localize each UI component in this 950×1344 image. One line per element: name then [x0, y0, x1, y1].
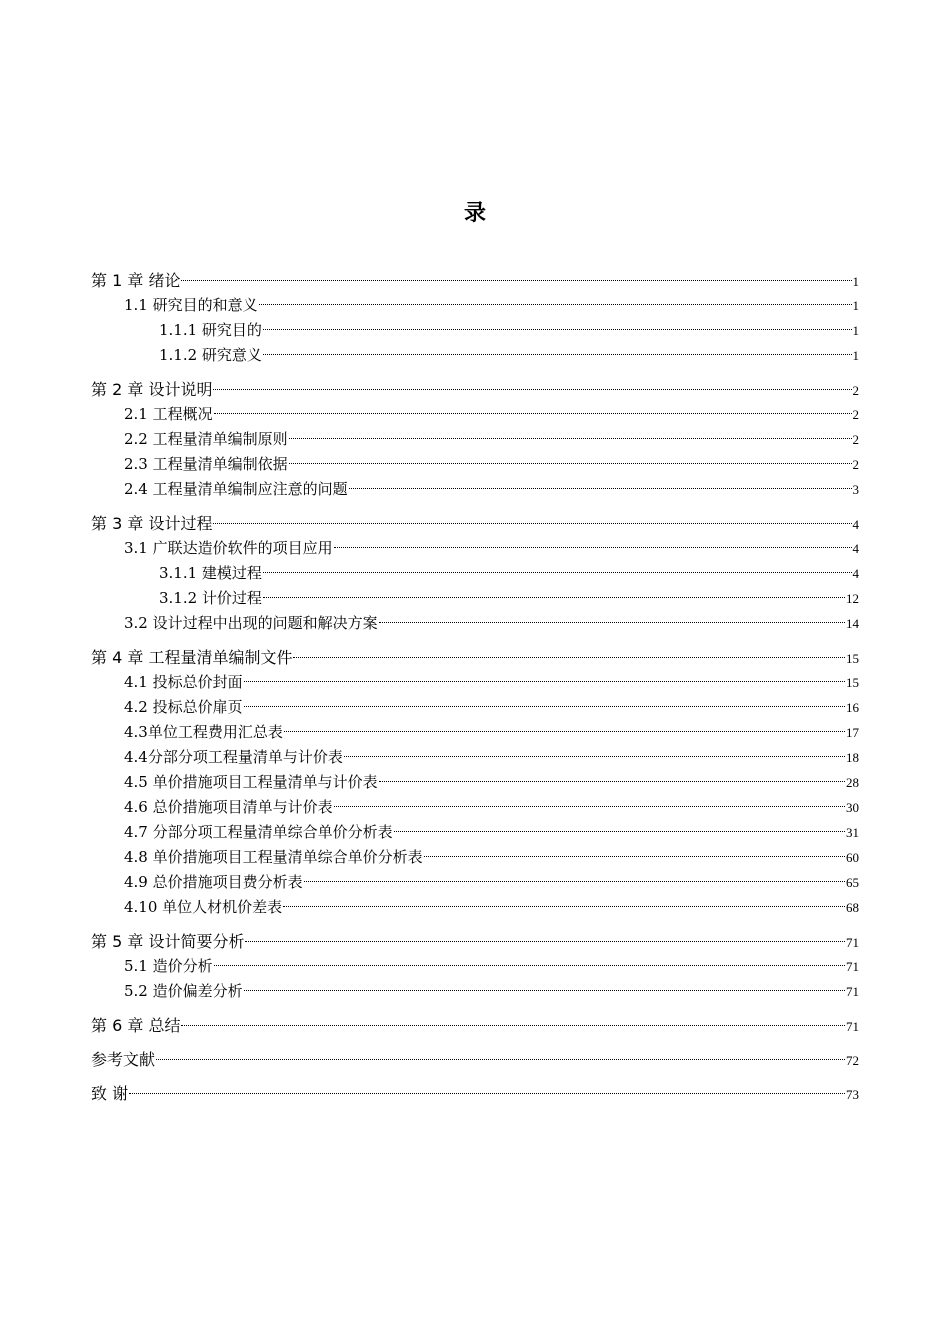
toc-dot-leader	[263, 597, 845, 598]
toc-page-number: 4	[852, 541, 859, 556]
toc-dot-leader	[245, 941, 845, 942]
toc-chapter-entry[interactable]	[91, 1081, 859, 1106]
toc-page-number: 72	[846, 1053, 859, 1068]
toc-section-entry[interactable]	[91, 795, 859, 820]
toc-entry-label: 2.4 工程量清单编制应注意的问题	[124, 480, 348, 498]
toc-dot-leader	[263, 572, 852, 573]
toc-section-entry[interactable]	[91, 427, 859, 452]
toc-dot-leader	[213, 523, 851, 524]
toc-dot-leader	[289, 438, 852, 439]
toc-subsection-entry[interactable]	[91, 343, 859, 368]
toc-page-number: 30	[846, 800, 859, 815]
toc-section-entry[interactable]	[91, 293, 859, 318]
toc-page-number: 1	[852, 348, 859, 363]
toc-subsection-entry[interactable]	[91, 561, 859, 586]
toc-section-entry[interactable]	[91, 770, 859, 795]
toc-section-entry[interactable]	[91, 477, 859, 502]
toc-chapter-entry[interactable]	[91, 1013, 859, 1038]
toc-entry-label: 致 谢	[91, 1084, 129, 1103]
toc-page-number: 71	[846, 959, 859, 974]
toc-section-entry[interactable]	[91, 536, 859, 561]
toc-chapter-entry[interactable]	[91, 1047, 859, 1072]
toc-dot-leader	[394, 831, 845, 832]
toc-section-entry[interactable]	[91, 611, 859, 636]
toc-subsection-entry[interactable]	[91, 318, 859, 343]
toc-page-number: 16	[846, 700, 859, 715]
toc-entry-label: 3.1.1 建模过程	[159, 564, 262, 582]
toc-dot-leader	[344, 756, 845, 757]
toc-dot-leader	[289, 463, 852, 464]
toc-dot-leader	[244, 681, 845, 682]
toc-dot-leader	[263, 329, 852, 330]
toc-chapter-entry[interactable]	[91, 929, 859, 954]
toc-page-number: 18	[846, 750, 859, 765]
toc-dot-leader	[214, 965, 845, 966]
toc-entry-label: 5.2 造价偏差分析	[124, 982, 243, 1000]
toc-page-number: 17	[846, 725, 859, 740]
toc-dot-leader	[181, 280, 851, 281]
toc-entry-label: 第 1 章 绪论	[91, 271, 181, 290]
toc-entry-label: 2.2 工程量清单编制原则	[124, 430, 288, 448]
toc-chapter-entry[interactable]	[91, 645, 859, 670]
toc-dot-leader	[304, 881, 845, 882]
toc-entry-label: 4.6 总价措施项目清单与计价表	[124, 798, 333, 816]
toc-page-number: 73	[846, 1087, 859, 1102]
page-title: 录	[463, 201, 486, 226]
toc-entry-label: 3.1 广联达造价软件的项目应用	[124, 539, 333, 557]
toc-entry-label: 5.1 造价分析	[124, 957, 213, 975]
toc-entry-label: 4.1 投标总价封面	[124, 673, 243, 691]
toc-entry-label: 1.1.2 研究意义	[159, 346, 262, 364]
toc-section-entry[interactable]	[91, 745, 859, 770]
toc-page-number: 60	[846, 850, 859, 865]
toc-chapter-entry[interactable]	[91, 268, 859, 293]
toc-dot-leader	[181, 1025, 845, 1026]
toc-page-number: 3	[852, 482, 859, 497]
toc-dot-leader	[263, 354, 852, 355]
toc-entry-label: 3.2 设计过程中出现的问题和解决方案	[124, 614, 378, 632]
toc-page-number: 68	[846, 900, 859, 915]
toc-page-number: 1	[852, 274, 859, 289]
toc-dot-leader	[214, 413, 852, 414]
toc-section-entry[interactable]	[91, 695, 859, 720]
toc-page-number: 4	[852, 517, 859, 532]
toc-page-number: 1	[852, 323, 859, 338]
toc-dot-leader	[156, 1059, 845, 1060]
toc-entry-label: 4.5 单价措施项目工程量清单与计价表	[124, 773, 378, 791]
toc-entry-label: 第 2 章 设计说明	[91, 380, 213, 399]
toc-page-number: 71	[846, 1019, 859, 1034]
toc-dot-leader	[213, 389, 851, 390]
toc-entry-label: 参考文献	[91, 1050, 156, 1069]
table-of-contents	[91, 268, 859, 1106]
toc-page-number: 1	[852, 298, 859, 313]
toc-dot-leader	[259, 304, 852, 305]
toc-entry-label: 第 3 章 设计过程	[91, 514, 213, 533]
toc-page-number: 12	[846, 591, 859, 606]
toc-page-number: 15	[846, 675, 859, 690]
toc-entry-label: 4.4分部分项工程量清单与计价表	[124, 748, 343, 766]
toc-entry-label: 4.10 单位人材机价差表	[124, 898, 283, 916]
toc-dot-leader	[424, 856, 845, 857]
toc-page-number: 2	[852, 383, 859, 398]
toc-page-number: 31	[846, 825, 859, 840]
toc-page-number: 4	[852, 566, 859, 581]
toc-dot-leader	[379, 622, 845, 623]
toc-entry-label: 4.9 总价措施项目费分析表	[124, 873, 303, 891]
toc-entry-label: 4.3单位工程费用汇总表	[124, 723, 283, 741]
toc-chapter-entry[interactable]	[91, 511, 859, 536]
toc-entry-label: 2.1 工程概况	[124, 405, 213, 423]
toc-page-number: 71	[846, 984, 859, 999]
toc-entry-label: 4.2 投标总价扉页	[124, 698, 243, 716]
toc-section-entry[interactable]	[91, 870, 859, 895]
toc-dot-leader	[244, 990, 845, 991]
toc-page-number: 2	[852, 432, 859, 447]
toc-entry-label: 第 4 章 工程量清单编制文件	[91, 648, 293, 667]
toc-dot-leader	[379, 781, 845, 782]
toc-section-entry[interactable]	[91, 895, 859, 920]
toc-entry-label: 1.1 研究目的和意义	[124, 296, 258, 314]
toc-entry-label: 3.1.2 计价过程	[159, 589, 262, 607]
toc-entry-label: 4.8 单价措施项目工程量清单综合单价分析表	[124, 848, 423, 866]
toc-section-entry[interactable]	[91, 954, 859, 979]
toc-dot-leader	[129, 1093, 845, 1094]
toc-section-entry[interactable]	[91, 402, 859, 427]
toc-page-number: 15	[846, 651, 859, 666]
toc-page-number: 65	[846, 875, 859, 890]
toc-entry-label: 1.1.1 研究目的	[159, 321, 262, 339]
toc-page-number: 14	[846, 616, 859, 631]
toc-page-number: 28	[846, 775, 859, 790]
toc-section-entry[interactable]	[91, 452, 859, 477]
toc-dot-leader	[334, 547, 852, 548]
toc-dot-leader	[284, 731, 845, 732]
toc-entry-label: 第 5 章 设计简要分析	[91, 932, 245, 951]
toc-section-entry[interactable]	[91, 670, 859, 695]
toc-dot-leader	[334, 806, 845, 807]
toc-page-number: 71	[846, 935, 859, 950]
toc-section-entry[interactable]	[91, 845, 859, 870]
toc-section-entry[interactable]	[91, 979, 859, 1004]
toc-dot-leader	[244, 706, 845, 707]
toc-entry-label: 第 6 章 总结	[91, 1016, 181, 1035]
toc-subsection-entry[interactable]	[91, 586, 859, 611]
toc-page-number: 2	[852, 457, 859, 472]
toc-entry-label: 2.3 工程量清单编制依据	[124, 455, 288, 473]
toc-dot-leader	[293, 657, 845, 658]
toc-page-number: 2	[852, 407, 859, 422]
toc-chapter-entry[interactable]	[91, 377, 859, 402]
toc-entry-label: 4.7 分部分项工程量清单综合单价分析表	[124, 823, 393, 841]
toc-dot-leader	[283, 906, 845, 907]
toc-section-entry[interactable]	[91, 820, 859, 845]
toc-section-entry[interactable]	[91, 720, 859, 745]
toc-dot-leader	[349, 488, 852, 489]
